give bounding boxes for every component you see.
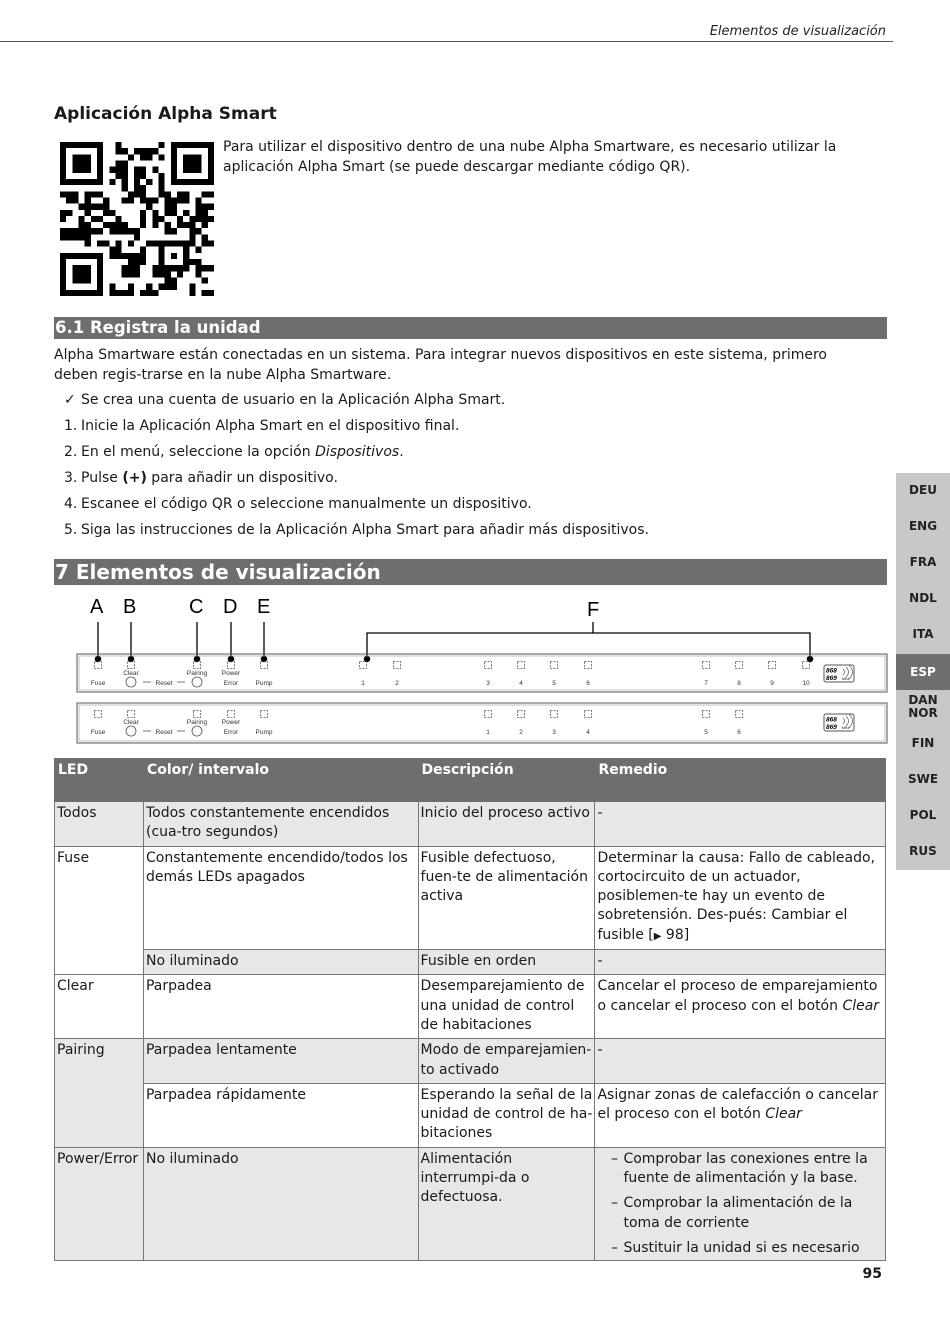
led-zone-9 <box>769 662 776 669</box>
zone-label: 1 <box>486 729 490 736</box>
zone-label: 4 <box>586 729 590 736</box>
reset-button <box>192 677 202 687</box>
led-pairing <box>194 711 201 718</box>
step-item: 3. Pulse (+) para añadir un dispositivo. <box>64 470 338 486</box>
tab-esp[interactable]: ESP <box>896 654 950 690</box>
led-pump <box>261 662 268 669</box>
svg-text:868: 868 <box>826 667 837 675</box>
zone-label: 7 <box>704 680 708 687</box>
led-clear <box>128 711 135 718</box>
remedy-item: – Comprobar la alimentación de la toma de corriente <box>610 1195 853 1231</box>
tab-pol[interactable]: POL <box>909 808 937 822</box>
led-zone-3 <box>485 662 492 669</box>
zone-label: 2 <box>395 680 399 687</box>
tab-ita[interactable]: ITA <box>912 627 934 641</box>
language-tab-bar <box>896 473 950 870</box>
svg-text:MHz: MHz <box>842 677 850 681</box>
led-zone-7 <box>703 662 710 669</box>
section-61-heading: 6.1 Registra la unidad <box>54 317 887 339</box>
tab-swe[interactable]: SWE <box>907 772 939 786</box>
led-zone-1 <box>360 662 367 669</box>
led-fuse <box>95 711 102 718</box>
column-header: Color/ intervalo <box>143 759 418 802</box>
page-number: 95 <box>862 1266 882 1282</box>
label-power: Power <box>221 719 241 726</box>
tab-ndl[interactable]: NDL <box>909 591 937 605</box>
tab-eng[interactable]: ENG <box>908 519 938 533</box>
zone-label: 6 <box>586 680 590 687</box>
clear-button <box>126 726 136 736</box>
table-row: No iluminado Fusible en orden - <box>55 950 886 975</box>
zone-label: 10 <box>802 680 810 687</box>
frequency-badge <box>824 714 854 731</box>
zone-label: 5 <box>704 729 708 736</box>
precondition-item: ✓ Se crea una cuenta de usuario en la Aplicación Alpha Smart. <box>64 392 506 408</box>
zone-label: 2 <box>519 729 523 736</box>
qr-code <box>60 142 214 296</box>
table-row: Parpadea rápidamente Esperando la señal de la unidad de control de ha-bitaciones Asignar zonas de calefacción o cancelar el proceso con el botón Clear <box>55 1083 886 1147</box>
led-zone-2 <box>518 711 525 718</box>
label-fuse: Fuse <box>90 680 106 687</box>
tab-fra[interactable]: FRA <box>909 555 937 569</box>
step-item: 2. En el menú, seleccione la opción Dispositivos. <box>64 444 404 460</box>
table-header-row <box>55 759 886 802</box>
label-power: Power <box>221 670 241 677</box>
led-zone-5 <box>551 662 558 669</box>
running-header: Elementos de visualización <box>709 24 886 39</box>
label-clear: Clear <box>123 719 139 726</box>
tab-rus[interactable]: RUS <box>909 844 937 858</box>
svg-text:MHz: MHz <box>842 726 850 730</box>
led-zone-6 <box>585 662 592 669</box>
table-row: Fuse Constantemente encendido/todos los demás LEDs apagados Fusible defectuoso, fuen-te de alimentación activa Determinar la causa: Fallo de cableado, cortocircuito de un actuador, posiblemen-te hay un evento de sobretensión. Des-pués: Cambiar el fusible [▶ 98] <box>55 846 886 949</box>
header-rule <box>0 41 893 42</box>
callout-d: D <box>223 596 238 618</box>
reset-button <box>192 726 202 736</box>
section-7-heading: 7 Elementos de visualización <box>54 559 887 585</box>
remedy-item: – Sustituir la unidad si es necesario <box>610 1239 860 1256</box>
callout-f: F <box>587 599 600 621</box>
remedy-item: – Comprobar las conexiones entre la fuente de alimentación y la base. <box>610 1150 868 1187</box>
label-reset: Reset <box>155 729 173 736</box>
led-zone-8 <box>736 662 743 669</box>
check-icon: ✓ <box>64 392 76 408</box>
step-item: 4. Escanee el código QR o seleccione manualmente un dispositivo. <box>64 496 532 512</box>
label-pump: Pump <box>255 729 273 736</box>
label-clear: Clear <box>123 670 139 677</box>
callout-c: C <box>189 596 204 618</box>
zone-label: 3 <box>486 680 490 687</box>
zone-label: 1 <box>361 680 365 687</box>
table-row: Todos Todos constantemente encendidos (cua-tro segundos) Inicio del proceso activo - <box>55 802 886 847</box>
label-fuse: Fuse <box>90 729 106 736</box>
zone-label: 9 <box>770 680 774 687</box>
led-clear <box>128 662 135 669</box>
led-fuse <box>95 662 102 669</box>
callout-b: B <box>123 596 137 618</box>
svg-text:869: 869 <box>826 724 837 731</box>
zone-label: 4 <box>519 680 523 687</box>
label-pairing: Pairing <box>186 670 208 677</box>
callout-e: E <box>257 596 271 618</box>
table-row: Clear Parpadea Desemparejamiento de una unidad de control de habitaciones Cancelar el proceso de emparejamiento o cancelar el proceso con el botón Clear <box>55 975 886 1039</box>
frequency-badge <box>824 665 854 682</box>
column-header: Descripción <box>418 759 595 802</box>
led-power <box>228 711 235 718</box>
label-error: Error <box>223 680 239 687</box>
callout-a: A <box>90 596 104 618</box>
play-arrow-icon: ▶ <box>653 930 662 942</box>
led-zone-2 <box>394 662 401 669</box>
led-zone-1 <box>485 711 492 718</box>
app-description: Para utilizar el dispositivo dentro de una nube Alpha Smartware, es necesario utilizar la aplicación Alpha Smart (se puede descargar mediante código QR). <box>223 139 837 175</box>
app-heading: Aplicación Alpha Smart <box>54 104 277 124</box>
label-pairing: Pairing <box>186 719 208 726</box>
step-item: 1. Inicie la Aplicación Alpha Smart en el dispositivo final. <box>64 418 460 434</box>
zone-label: 8 <box>737 680 741 687</box>
step-item: 5. Siga las instrucciones de la Aplicación Alpha Smart para añadir más dispositivos. <box>64 522 649 538</box>
led-zone-4 <box>585 711 592 718</box>
table-row: Pairing Parpadea lentamente Modo de emparejamien-to activado - <box>55 1039 886 1084</box>
led-zone-3 <box>551 711 558 718</box>
led-power <box>228 662 235 669</box>
label-reset: Reset <box>155 680 173 687</box>
display-panel-diagram <box>54 592 894 752</box>
column-header: LED <box>55 759 144 802</box>
column-header: Remedio <box>595 759 886 802</box>
zone-label: 5 <box>552 680 556 687</box>
clear-button <box>126 677 136 687</box>
led-zone-4 <box>518 662 525 669</box>
led-table <box>54 758 886 1261</box>
label-pump: Pump <box>255 680 273 687</box>
zone-label: 3 <box>552 729 556 736</box>
led-pairing <box>194 662 201 669</box>
led-zone-10 <box>803 662 810 669</box>
svg-text:869: 869 <box>826 675 837 682</box>
tab-deu[interactable]: DEU <box>909 483 937 497</box>
tab-fin[interactable]: FIN <box>911 736 935 750</box>
tab-dan-nor[interactable]: DAN NOR <box>908 693 938 720</box>
led-zone-5 <box>703 711 710 718</box>
svg-text:868: 868 <box>826 716 837 724</box>
led-pump <box>261 711 268 718</box>
led-zone-6 <box>736 711 743 718</box>
section-61-intro: Alpha Smartware están conectadas en un sistema. Para integrar nuevos dispositivos en este sistema, primero deben regis-trarse en la nube Alpha Smartware. <box>54 347 827 383</box>
table-row: Power/Error No iluminado Alimentación interrumpi-da o defectuosa. – Comprobar las conexiones entre la fuente de alimentación y la base. – Comprobar la alimentación de la toma de corriente – Sustituir la unidad si es necesario <box>55 1147 886 1260</box>
zone-label: 6 <box>737 729 741 736</box>
label-error: Error <box>223 729 239 736</box>
